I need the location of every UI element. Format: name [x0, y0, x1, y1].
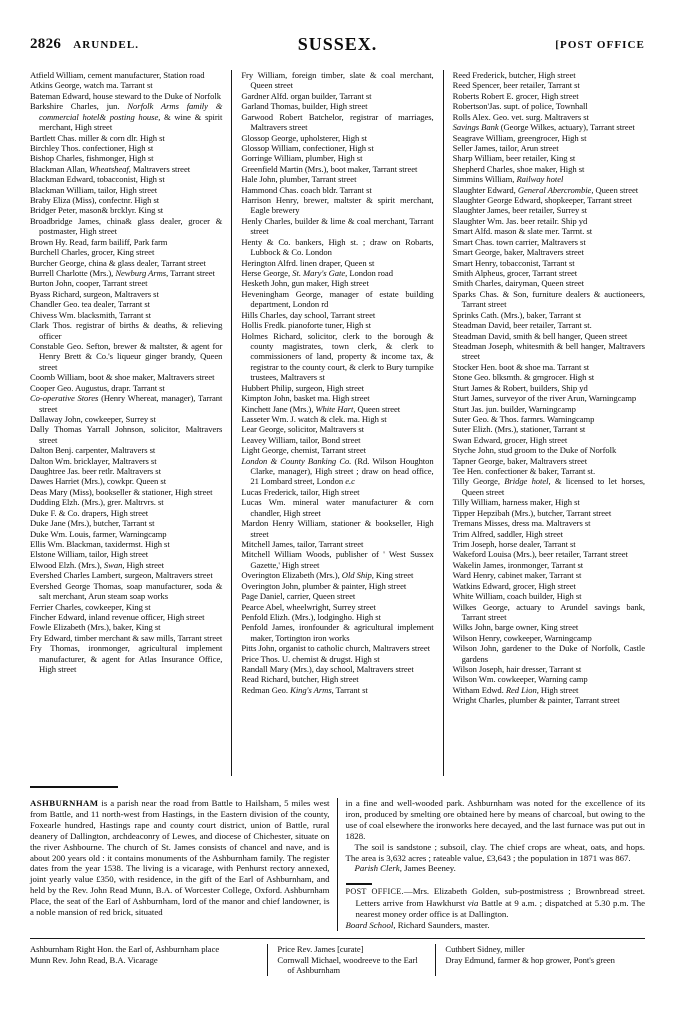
- directory-entry: Slaughter James, beer retailer, Surrey st: [452, 205, 587, 216]
- directory-entry: Evershed Charles Lambert, surgeon, Maltravers street: [30, 570, 213, 581]
- directory-entry: Tilly William, harness maker, High st: [452, 497, 580, 508]
- bottom-list-column-3: [435, 944, 645, 976]
- directory-entry: Mitchell James, tailor, Tarrant street: [241, 538, 364, 549]
- directory-entry: Simmins William, Railway hotel: [452, 174, 564, 185]
- directory-entry: Wilks John, barge owner, King street: [452, 622, 579, 633]
- directory-entry: Glossop George, upholsterer, High st: [241, 132, 367, 143]
- directory-entry: Sturt James & Robert, builders, Ship yd: [452, 382, 588, 393]
- directory-entry: Light George, chemist, Tarrant street: [241, 445, 366, 456]
- directory-entry: Leavey William, tailor, Bond street: [241, 434, 361, 445]
- directory-entry: Tremans Misses, dress ma. Maltravers st: [452, 518, 591, 529]
- directory-entry: Slaughter Edward, General Abercrombie, Queen street: [452, 184, 639, 195]
- directory-entry: Seller James, tailor, Arun street: [452, 142, 559, 153]
- directory-entry: Burcher George, china & glass dealer, Tarrant street: [30, 257, 206, 268]
- directory-entry: Rolls Alex. Geo. vet. surg. Maltravers st: [452, 111, 589, 122]
- directory-entry: Tilly George, Bridge hotel, & licensed to let horses, Queen street: [452, 476, 645, 497]
- parish-left-body: is a parish near the road from Battle to Hailsham, 5 miles west from Battle, and 11 north-west from Hastings, in the Eastern division of the county, Foxearle hundred, Hastings rape and county court district, union of Battle, rural deanery of Dallington, archdeaconry of Lewes, and diocese of Chichester, situate on the river Ashbourne. The church of St. James consists of chancel and nave, and is about 200 years old : it contains monuments of the Ashburnham family. The register dates from the year 1538. The living is a vicarage, with Penhurst rectory annexed, joint yearly value £350, with residence, in the gift of the Earl of Ashburnham, and held by the Rev. John Read Munn, B.A. of Worcester College, Oxford. Ashburnham Place, the seat of the Earl of Ashburnham, lord of the manor and chief landowner, is a noble mansion of red brick, situated: [30, 798, 330, 918]
- parish-description-right: [337, 798, 646, 931]
- directory-entry: Lear George, solicitor, Maltravers st: [241, 424, 365, 435]
- directory-entry: Henly Charles, builder & lime & coal merchant, Tarrant street: [241, 215, 434, 237]
- directory-entry: Henty & Co. bankers, High st. ; draw on Robarts, Lubbock & Co. London: [241, 236, 434, 258]
- directory-entry: Redman Geo. King's Arms, Tarrant st: [241, 684, 368, 695]
- directory-entry: Burton John, cooper, Tarrant street: [30, 278, 148, 289]
- directory-entry: Trim Joseph, horse dealer, Tarrant st: [452, 538, 576, 549]
- directory-entry: Blackman Edward, tobacconist, High st: [30, 174, 165, 185]
- directory-entry: Lucas Wm. mineral water manufacturer & corn chandler, High street: [241, 497, 434, 518]
- directory-entry: Penfold Elizh. (Mrs.), lodgingho. High st: [241, 611, 381, 622]
- parish-clerk-label: Parish Clerk: [354, 863, 400, 874]
- directory-entry: Stone Geo. blksmth. & grngrocer. High st: [452, 372, 595, 383]
- directory-entry: Read Richard, butcher, High street: [241, 674, 359, 685]
- directory-entry: Lasseter Wm. J. watch & clek. ma. High st: [241, 413, 387, 424]
- directory-entry: Garwood Robert Batchelor, registrar of marriages, Maltravers street: [241, 111, 434, 133]
- post-office-label: POST OFFICE.: [345, 887, 404, 897]
- directory-entry: Bishop Charles, fishmonger, High st: [30, 153, 154, 164]
- directory-entry: Elwood Elzh. (Mrs.), Swan, High street: [30, 559, 164, 570]
- directory-entry: Page Daniel, carrier, Queen street: [241, 591, 356, 602]
- directory-entry: Broadbridge James, china& glass dealer, grocer & postmaster, High street: [30, 215, 223, 237]
- post-office-entry: [346, 886, 646, 920]
- directory-entry: Duke F. & Co. drapers, High street: [30, 507, 149, 518]
- running-head-place: ARUNDEL.: [73, 39, 140, 51]
- directory-entry: Seagrave William, greengrocer, High st: [452, 132, 587, 143]
- board-school-label: Board School: [345, 920, 394, 931]
- directory-entry: Gorringe William, plumber, High st: [241, 153, 363, 164]
- directory-entry: Fowle Elizabeth (Mrs.), baker, King st: [30, 622, 161, 633]
- directory-entry: London & County Banking Co. (Rd. Wilson Houghton Clarke, manager), High street ; draw on head office, 21 Lombard street, London e.c: [241, 455, 434, 487]
- directory-column-1: [30, 70, 222, 776]
- directory-entry: Witham Edwd. Red Lion, High street: [452, 684, 579, 695]
- directory-entry: Tipper Hepzibah (Mrs.), butcher, Tarrant street: [452, 507, 612, 518]
- directory-entry: Braby Eliza (Miss), confectnr. High st: [30, 195, 160, 206]
- directory-entry: Steadman Joseph, whitesmith & bell hanger, Maltravers street: [452, 340, 645, 362]
- directory-entry: Wilkes George, actuary to Arundel savings bank, Tarrant street: [452, 601, 645, 622]
- parish-description-left: [30, 798, 330, 918]
- directory-entry: Penfold James, ironfounder & agricultural implement maker, Tortington iron works: [241, 622, 434, 643]
- directory-entry: Savings Bank (George Wilkes, actuary), Tarrant street: [452, 122, 635, 133]
- directory-entry: Steadman David, beer retailer, Tarrant st.: [452, 320, 592, 331]
- directory-entry: Burchell Charles, grocer, King street: [30, 247, 155, 258]
- directory-entry: Wakeford Louisa (Mrs.), beer retailer, Tarrant street: [452, 549, 628, 560]
- directory-entry: Dawes Harriet (Mrs.), cowkpr. Queen st: [30, 476, 167, 487]
- bottom-list-column-1: [30, 944, 258, 976]
- directory-entry: Constable Geo. Sefton, brewer & maltster, & agent for Henry Brett & Co.'s liqueur ginger brandy, Queen street: [30, 340, 223, 372]
- directory-entry: Heveningham George, manager of estate building department, London rd: [241, 288, 434, 310]
- directory-entry: Ward Henry, cabinet maker, Tarrant st: [452, 570, 582, 581]
- directory-entry: Munn Rev. John Read, B.A. Vicarage: [30, 954, 158, 965]
- board-school-value: , Richard Saunders, master.: [393, 920, 490, 931]
- post-office-divider: [346, 877, 646, 882]
- directory-entry: Elstone William, tailor, High street: [30, 549, 149, 560]
- directory-entry: Wilson Wm. cowkeeper, Warning camp: [452, 674, 588, 685]
- parish-right-body: in a fine and well-wooded park. Ashburnham was noted for the excellence of its iron, produced by smelting ore obtained here by means of charcoal, but owing to the use of coal elsewhere the ironworks here decayed, and the last furnace was put out in 1828.: [345, 798, 645, 841]
- directory-entry: Dray Edmund, farmer & hop grower, Pont's green: [445, 954, 615, 965]
- directory-entry: Dallaway John, cowkeeper, Surrey st: [30, 413, 156, 424]
- directory-entry: Cornwall Michael, woodreeve to the Earl of Ashburnham: [277, 954, 418, 976]
- directory-entry: White William, coach builder, High st: [452, 591, 582, 602]
- post-office-body: —Mrs. Elizabeth Golden, sub-postmistress ; Brownbread street. Letters arrive from Hawkhurst via Battle at 9 a.m. ; dispatched at 5.30 p.m. The nearest money order office is at Dallington.: [355, 886, 645, 920]
- directory-entry: Chandler Geo. tea dealer, Tarrant st: [30, 299, 150, 310]
- directory-entry: Smith Alpheus, grocer, Tarrant street: [452, 268, 578, 279]
- directory-entry: Suter Geo. & Thos. farmrs. Warningcamp: [452, 413, 595, 424]
- bottom-section-rule: [30, 938, 645, 939]
- directory-entry: Trim Alfred, saddler, High street: [452, 528, 564, 539]
- directory-entry: Slaughter Wm. Jas. beer retailr. Ship yd: [452, 215, 588, 226]
- directory-entry: Hubbert Philip, surgeon, High street: [241, 382, 364, 393]
- directory-entry: Glossop William, confectioner, High st: [241, 142, 374, 153]
- directory-entry: Sharp William, beer retailer, King st: [452, 153, 576, 164]
- parish-clerk-value: , James Beeney.: [399, 863, 456, 874]
- directory-entry: Bateman Edward, house steward to the Duke of Norfolk: [30, 90, 221, 101]
- directory-entry: Wilson Joseph, hair dresser, Tarrant st: [452, 664, 582, 675]
- directory-entry: Sturt James, surveyor of the river Arun, Warningcamp: [452, 393, 637, 404]
- directory-entry: Price Rev. James [curate]: [277, 943, 364, 954]
- directory-entry: Evershed George Thomas, soap manufacturer, soda & salt merchant, Arun steam soap works: [30, 580, 223, 602]
- directory-entry: Duke Jane (Mrs.), butcher, Tarrant st: [30, 518, 155, 529]
- directory-entry: Mitchell William Woods, publisher of ' West Sussex Gazette,' High street: [241, 549, 434, 570]
- directory-entry: Tee Hen. confectioner & baker, Tarrant st.: [452, 466, 596, 477]
- directory-entry: Hesketh John, gun maker, High street: [241, 278, 369, 289]
- directory-entry: Blackman Allan, Wheatsheaf, Maltravers street: [30, 163, 191, 174]
- directory-entry: Price Thos. U. chemist & drugst. High st: [241, 653, 380, 664]
- directory-entry: Fry Edward, timber merchant & saw mills, Tarrant street: [30, 632, 223, 643]
- directory-entry: Swan Edward, grocer, High street: [452, 434, 568, 445]
- directory-entry: Mardon Henry William, stationer & bookseller, High street: [241, 518, 434, 539]
- directory-entry: Slaughter George Edward, shopkeeper, Tarrant street: [452, 195, 632, 206]
- directory-entry: Herse George, St. Mary's Gate, London road: [241, 268, 393, 279]
- directory-entry: Smart Alfd. mason & slate mer. Tarrnt. st: [452, 226, 593, 237]
- directory-columns: [30, 70, 645, 776]
- directory-entry: Clark Thos. registrar of births & deaths, & relieving officer: [30, 320, 223, 341]
- directory-entry: Fry Thomas, ironmonger, agricultural implement manufacturer, & agent for Atlas Insurance Office, High street: [30, 643, 223, 675]
- directory-entry: Blackman William, tailor, High street: [30, 184, 158, 195]
- running-head-section: [POST OFFICE: [555, 39, 645, 51]
- directory-entry: Hollis Fredk. pianoforte tuner, High st: [241, 320, 372, 331]
- directory-entry: Burrell Charlotte (Mrs.), Newburg Arms, Tarrant street: [30, 268, 215, 279]
- directory-entry: Smart Henry, tobacconist, Tarrant st: [452, 257, 575, 268]
- directory-entry: Greenfield Martin (Mrs.), boot maker, Tarrant street: [241, 163, 418, 174]
- directory-entry: Bartlett Chas. miller & corn dlr. High st: [30, 132, 165, 143]
- directory-entry: Gardner Alfd. organ builder, Tarrant st: [241, 90, 372, 101]
- directory-entry: Overington Elizabeth (Mrs.), Old Ship, King street: [241, 570, 414, 581]
- directory-entry: Reed Spencer, beer retailer, Tarrant st: [452, 80, 580, 91]
- directory-entry: Birchley Thos. confectioner, High st: [30, 142, 154, 153]
- parish-section: [30, 798, 645, 931]
- directory-entry: Co-operative Stores (Henry Whereat, manager), Tarrant street: [30, 393, 223, 414]
- section-divider-rule: [30, 782, 645, 790]
- parish-soil-paragraph: The soil is sandstone ; subsoil, clay. The chief crops are wheat, oats, and hops. The area is 3,632 acres ; rateable value, £3,643 ; the population in 1871 was 867.: [345, 841, 645, 863]
- directory-entry: Ellis Wm. Blackman, taxidermst. High st: [30, 538, 170, 549]
- directory-entry: Holmes Richard, solicitor, clerk to the borough & county magistrates, town clerk, & clerk to commissioners of land, property & income tax, & registrar to the county court, & clerk to Bury turnpike trustees, Maltravers st: [241, 330, 434, 383]
- directory-entry: Reed Frederick, butcher, High street: [452, 70, 576, 80]
- directory-entry: Brown Hy. Read, farm bailiff, Park farm: [30, 236, 168, 247]
- directory-entry: Stocker Hen. boot & shoe ma. Tarrant st: [452, 361, 590, 372]
- parish-intro-paragraph: [30, 798, 330, 918]
- directory-entry: Atkins George, watch ma. Tarrant st: [30, 80, 153, 91]
- directory-entry: Shepherd Charles, shoe maker, High st: [452, 163, 585, 174]
- directory-entry: Wright Charles, plumber & painter, Tarrant street: [452, 695, 620, 706]
- directory-entry: Herington Alfrd. linen draper, Queen st: [241, 257, 375, 268]
- directory-entry: Wakelin James, ironmonger, Tarrant st: [452, 559, 584, 570]
- directory-entry: Steadman David, smith & bell hanger, Queen street: [452, 330, 628, 341]
- directory-entry: Suter Elizh. (Mrs.), stationer, Tarrant st: [452, 424, 586, 435]
- directory-entry: Watkins Edward, grocer, High street: [452, 580, 576, 591]
- directory-entry: Chivess Wm. blacksmith, Tarrant st: [30, 309, 152, 320]
- directory-entry: Kimpton John, basket ma. High street: [241, 393, 370, 404]
- parish-clerk-line: [346, 863, 646, 874]
- directory-entry: Dally Thomas Yarrall Johnson, solicitor, Maltravers street: [30, 424, 223, 445]
- directory-entry: Dalton Wm. bricklayer, Maltravers st: [30, 455, 157, 466]
- directory-entry: Deas Mary (Miss), bookseller & stationer, High street: [30, 486, 213, 497]
- directory-entry: Overington John, plumber & painter, High street: [241, 580, 407, 591]
- directory-entry: Duke Wm. Louis, farmer, Warningcamp: [30, 528, 167, 539]
- directory-entry: Wilson Henry, cowkeeper, Warningcamp: [452, 632, 592, 643]
- directory-entry: Garland Thomas, builder, High street: [241, 101, 368, 112]
- directory-column-2: [231, 70, 433, 776]
- directory-entry: Wilson John, gardener to the Duke of Norfolk, Castle gardens: [452, 643, 645, 664]
- directory-entry: Daughtree Jas. beer retlr. Maltravers st: [30, 466, 161, 477]
- directory-entry: Randall Mary (Mrs.), day school, Maltravers street: [241, 664, 414, 675]
- directory-entry: Smith Charles, dairyman, Queen street: [452, 278, 584, 289]
- directory-entry: Pearce Abel, wheelwright, Surrey street: [241, 601, 376, 612]
- board-school-entry: [346, 920, 646, 931]
- directory-entry: Fry William, foreign timber, slate & coal merchant, Queen street: [241, 70, 434, 91]
- directory-entry: Cooper Geo. Augustus, drapr. Tarrant st: [30, 382, 165, 393]
- directory-entry: Hammond Chas. coach bldr. Tarrant st: [241, 184, 372, 195]
- directory-entry: Barkshire Charles, jun. Norfolk Arms family & commercial hotel& posting house, & wine & spirit merchant, High street: [30, 101, 223, 133]
- bottom-list-column-2: [267, 944, 426, 976]
- directory-entry: Smart Chas. town carrier, Maltravers st: [452, 236, 586, 247]
- directory-entry: Harrison Henry, brewer, maltster & spirit merchant, Eagle brewery: [241, 195, 434, 216]
- directory-entry: Pitts John, organist to catholic church, Maltravers street: [241, 643, 430, 654]
- bottom-lists: [30, 944, 645, 976]
- directory-entry: Atfield William, cement manufacturer, Station road: [30, 70, 205, 80]
- directory-entry: Sprinks Cath. (Mrs.), baker, Tarrant st: [452, 309, 582, 320]
- directory-entry: Bridger Peter, mason& brcklyr. King st: [30, 205, 164, 216]
- parish-name: ASHBURNHAM: [30, 798, 99, 808]
- directory-entry: Smart George, baker, Maltravers street: [452, 247, 584, 258]
- directory-entry: Fincher Edward, inland revenue officer, High street: [30, 611, 205, 622]
- directory-entry: Sturt Jas. jun. builder, Warningcamp: [452, 403, 576, 414]
- directory-entry: Roberts Robert E. grocer, High street: [452, 90, 579, 101]
- directory-entry: Dudding Elzh. (Mrs.), grer. Maltrvrs. st: [30, 497, 164, 508]
- running-head-county: SUSSEX.: [297, 34, 378, 54]
- directory-entry: Coomb William, boot & shoe maker, Maltravers street: [30, 372, 215, 383]
- directory-entry: Hale John, plumber, Tarrant street: [241, 174, 357, 185]
- directory-entry: Dalton Benj. carpenter, Maltravers st: [30, 445, 156, 456]
- page-folio-number: 2826: [30, 36, 62, 52]
- directory-entry: Styche John, stud groom to the Duke of Norfolk: [452, 445, 617, 456]
- directory-entry: Kinchett Jane (Mrs.), White Hart, Queen street: [241, 403, 401, 414]
- directory-entry: Ashburnham Right Hon. the Earl of, Ashburnham place: [30, 943, 220, 954]
- directory-entry: Cuthbert Sidney, miller: [445, 943, 525, 954]
- directory-entry: Robertson'Jas. supt. of police, Townhall: [452, 101, 588, 112]
- directory-entry: Hills Charles, day school, Tarrant street: [241, 309, 376, 320]
- directory-entry: Tapner George, baker, Maltravers street: [452, 455, 588, 466]
- directory-entry: Ferrier Charles, cowkeeper, King st: [30, 601, 151, 612]
- directory-column-3: [443, 70, 645, 776]
- directory-entry: Lucas Frederick, tailor, High street: [241, 486, 360, 497]
- directory-entry: Sparks Chas. & Son, furniture dealers & auctioneers, Tarrant street: [452, 288, 645, 310]
- directory-entry: Byass Richard, surgeon, Maltravers st: [30, 288, 159, 299]
